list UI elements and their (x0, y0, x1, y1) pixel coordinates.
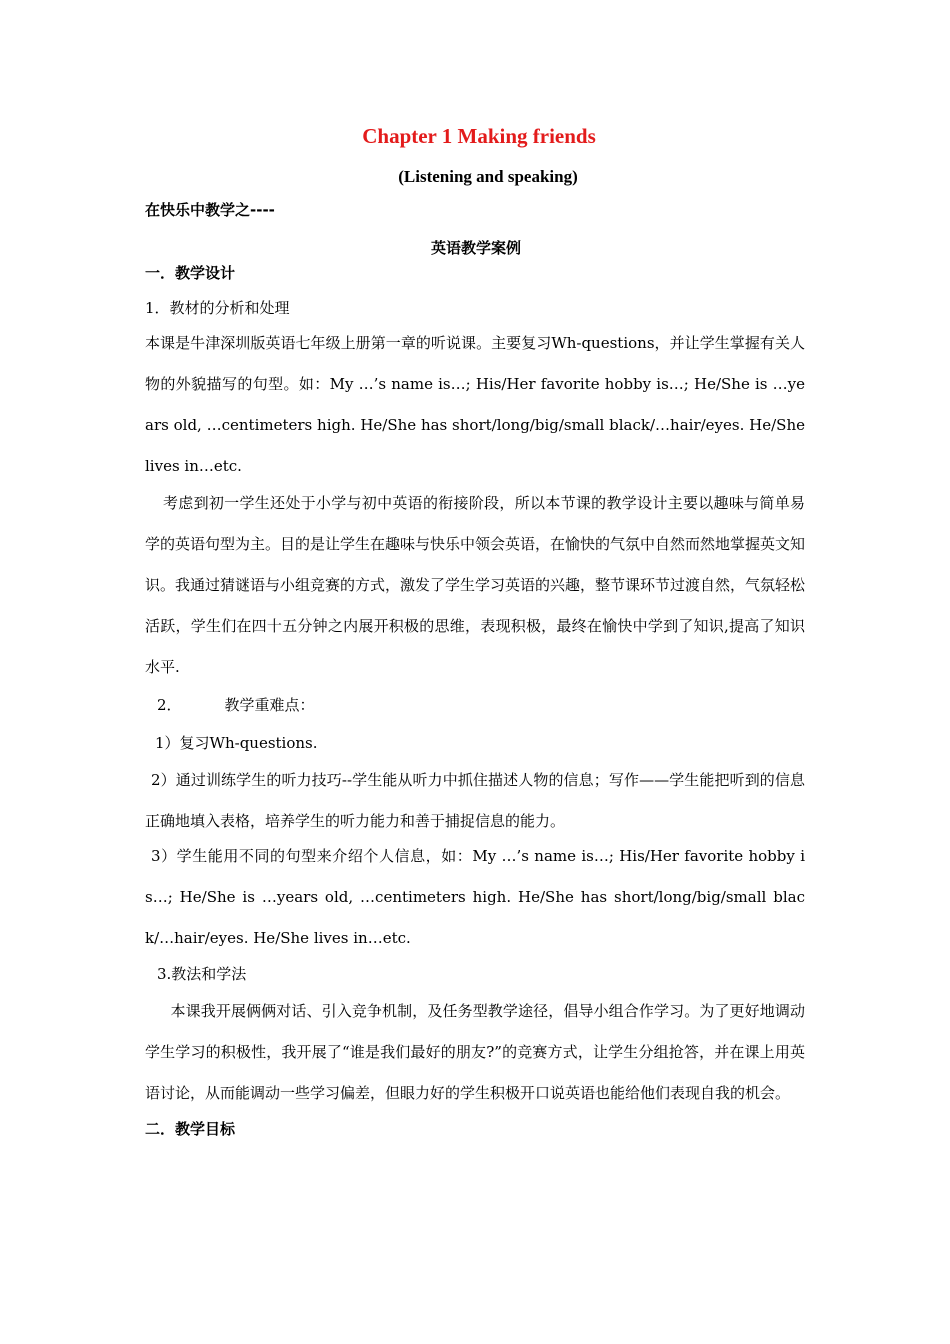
item-heading-key-points: 2． 教学重难点： (157, 696, 315, 714)
section-heading-objectives: 二．教学目标 (145, 1120, 236, 1138)
item-heading-materials: 1．教材的分析和处理 (145, 299, 290, 317)
paragraph-design-rationale: 考虑到初一学生还处于小学与初中英语的衔接阶段，所以本节课的教学设计主要以趣味与简单易学的英语句型为主。目的是让学生在趣味与快乐中领会英语，在愉快的气氛中自然而然地掌握英文知识。我通过猜谜语与小组竞赛的方式，激发了学生学习英语的兴趣，整节课环节过渡自然，气氛轻松活跃，学生们在四十五分钟之内展开积极的思维，表现积极，最终在愉快中学到了知识,提高了知识水平. (145, 494, 806, 676)
chapter-title: Chapter 1 Making friends (362, 124, 596, 148)
paragraph-course-overview: 本课是牛津深圳版英语七年级上册第一章的听说课。主要复习Wh-questions，并让学生掌握有关人物的外貌描写的句型。如：My …’s name is…; His/Her favorite hobby is…; He/She is …years old, …centimeters high. He/She has short/long/big/small black/…hair/eyes. He/She lives in…etc. (145, 334, 805, 475)
document-body (145, 118, 805, 1140)
intro-line: 在快乐中教学之---- (145, 201, 275, 219)
key-point-1: 1）复习Wh-questions. (155, 734, 318, 752)
case-title: 英语教学案例 (430, 239, 521, 257)
item-heading-methods: 3.教法和学法 (157, 965, 247, 983)
paragraph-methods: 本课我开展俩俩对话、引入竞争机制，及任务型教学途径，倡导小组合作学习。为了更好地调动学生学习的积极性，我开展了“谁是我们最好的朋友?”的竞赛方式，让学生分组抢答，并在课上用英语讨论，从而能调动一些学习偏差，但眼力好的学生积极开口说英语也能给他们表现自我的机会。 (145, 1002, 805, 1102)
chapter-subtitle: (Listening and speaking) (398, 167, 578, 186)
key-point-2: 2）通过训练学生的听力技巧--学生能从听力中抓住描述人物的信息；写作——学生能把听到的信息正确地填入表格，培养学生的听力能力和善于捕捉信息的能力。 (145, 771, 805, 830)
key-point-3: 3）学生能用不同的句型来介绍个人信息，如：My …’s name is…; His/Her favorite hobby is…; He/She is …years old, …centimeters high. He/She has short/long/big/small black/…hair/eyes. He/She lives in…etc. (145, 847, 805, 947)
section-heading-teaching-design: 一．教学设计 (145, 264, 236, 282)
